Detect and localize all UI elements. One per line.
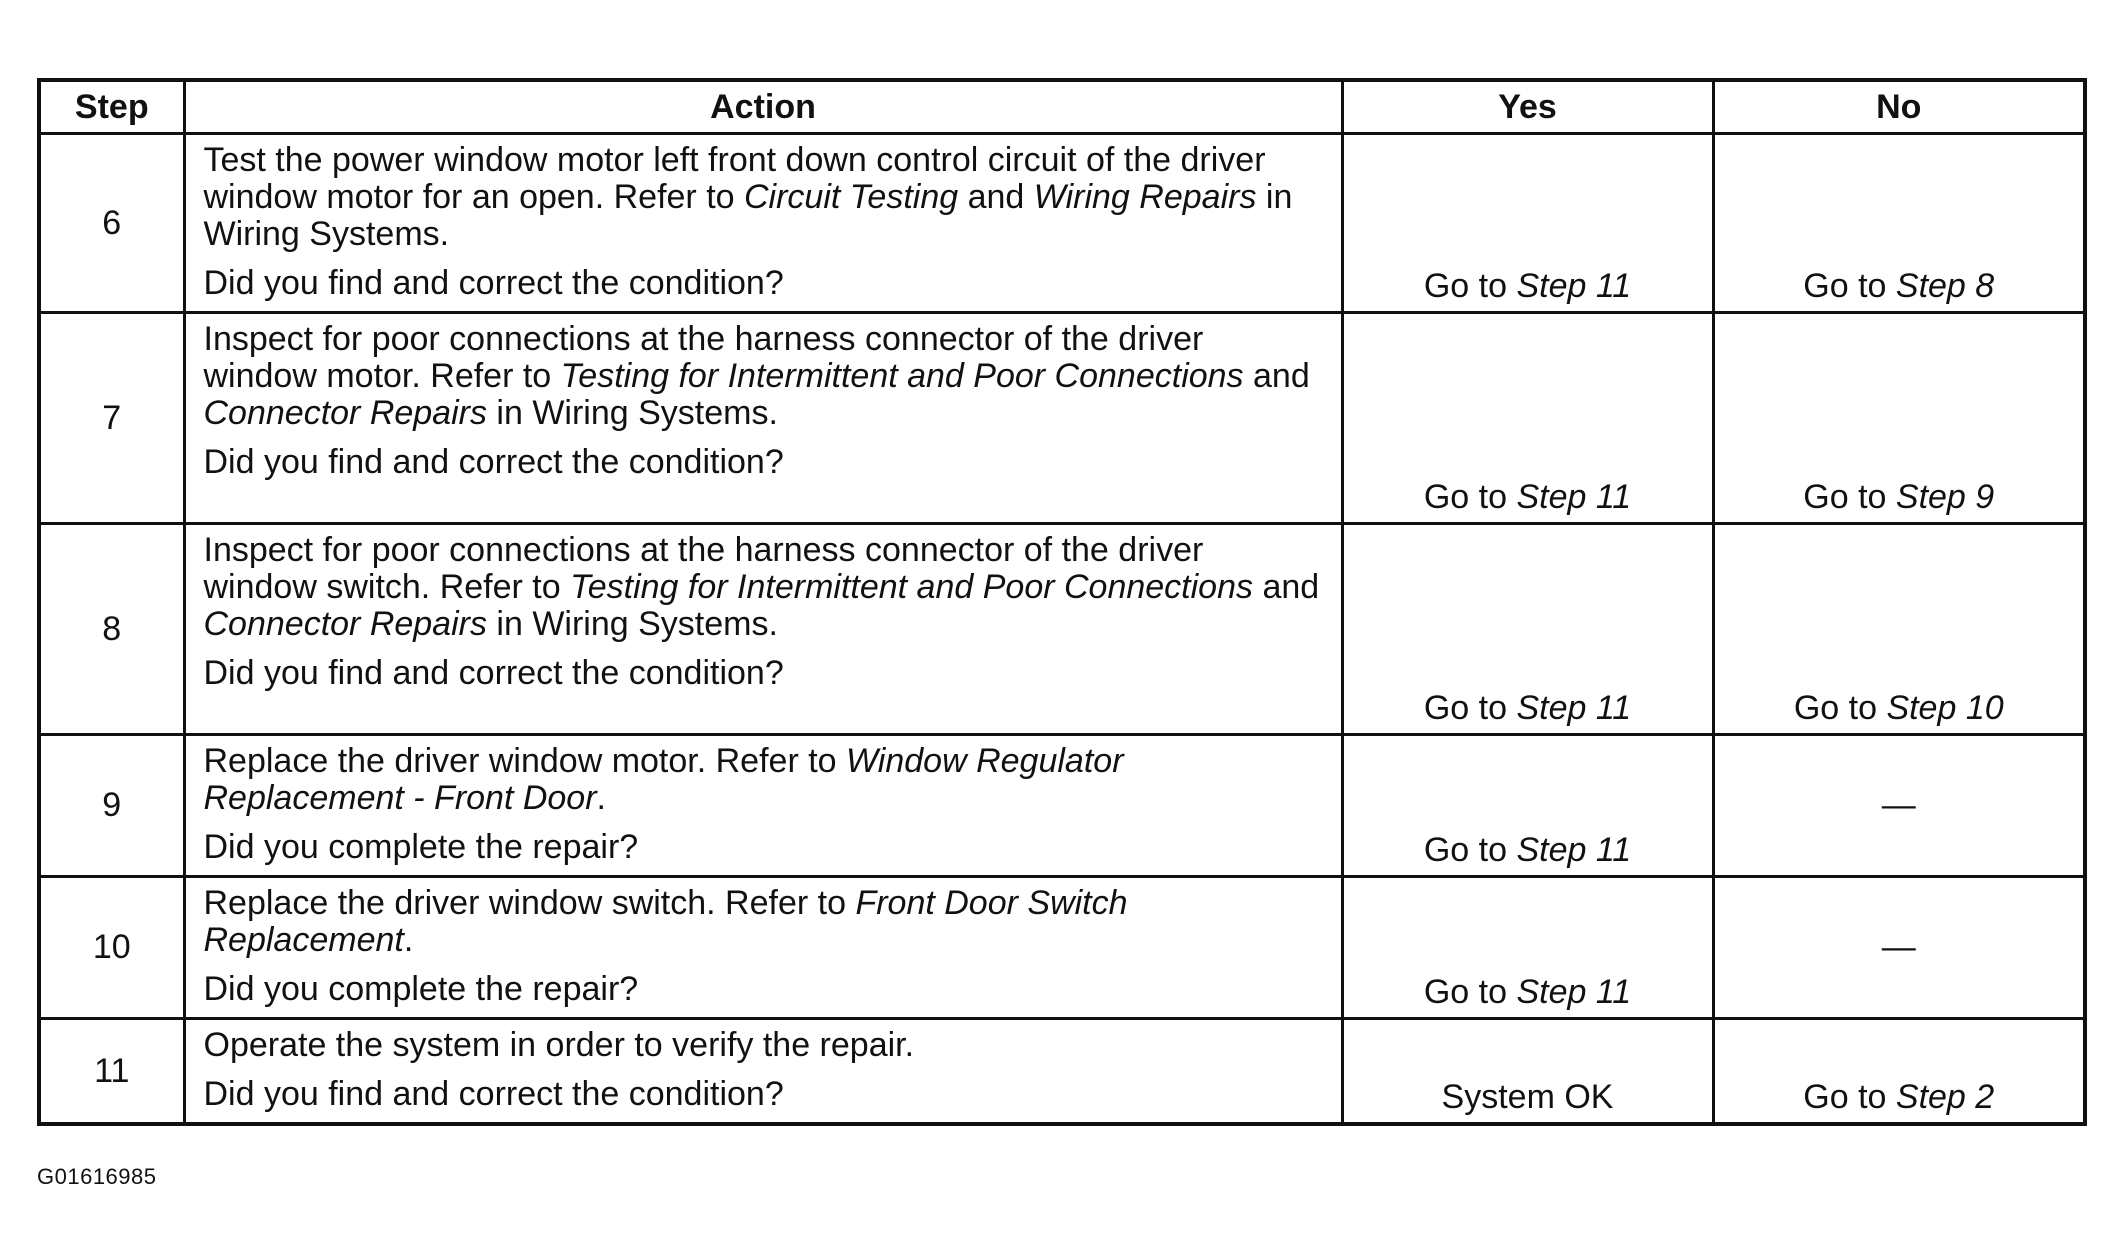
- action-instruction: [204, 532, 1325, 643]
- step-number: 11: [39, 1019, 184, 1125]
- action-question: [204, 265, 1325, 302]
- text-run: Did you find and correct the condition?: [203, 264, 784, 302]
- text-run: Go to: [1423, 267, 1517, 305]
- no-result: [1713, 877, 2085, 1019]
- table-row: [39, 134, 2085, 313]
- no-result: [1713, 134, 2085, 313]
- action-cell: [184, 313, 1342, 524]
- table-body: [39, 134, 2085, 1125]
- text-run: System OK: [1441, 1078, 1614, 1116]
- text-run: and: [1253, 568, 1320, 606]
- action-question: [204, 1076, 1325, 1113]
- action-instruction: [204, 321, 1325, 432]
- yes-result: [1342, 524, 1713, 735]
- text-run: Did you complete the repair?: [203, 970, 639, 1008]
- text-run: Operate the system in order to verify the repair.: [203, 1026, 915, 1064]
- text-run: Go to: [1423, 478, 1517, 516]
- text-run: Replace the driver window motor. Refer to: [203, 742, 847, 780]
- text-run: Test the power window motor left front down control circuit of the driver window motor for an open. Refer to: [203, 141, 1266, 216]
- no-result: [1713, 524, 2085, 735]
- text-run: —: [1881, 786, 1916, 824]
- reference-link-text: Connector Repairs: [203, 394, 487, 432]
- reference-link-text: Step 11: [1516, 831, 1632, 869]
- table-header-row: [39, 80, 2085, 134]
- action-instruction: [204, 1027, 1325, 1064]
- text-run: .: [403, 921, 414, 959]
- action-question: [204, 829, 1325, 866]
- header-action: Action: [184, 80, 1342, 134]
- reference-link-text: Circuit Testing: [744, 178, 959, 216]
- action-instruction: [204, 142, 1325, 253]
- action-cell: [184, 735, 1342, 877]
- table-row: [39, 313, 2085, 524]
- action-cell: [184, 1019, 1342, 1125]
- text-run: Go to: [1423, 689, 1517, 727]
- action-cell: [184, 877, 1342, 1019]
- header-step: Step: [39, 80, 184, 134]
- text-run: .: [596, 779, 606, 817]
- reference-link-text: Step 10: [1886, 689, 2004, 727]
- step-number: 9: [39, 735, 184, 877]
- header-yes: Yes: [1342, 80, 1713, 134]
- yes-result: [1342, 735, 1713, 877]
- reference-link-text: Step 11: [1516, 689, 1632, 727]
- step-number: 10: [39, 877, 184, 1019]
- text-run: Go to: [1803, 1078, 1896, 1116]
- reference-link-text: Step 11: [1516, 973, 1632, 1011]
- reference-link-text: Window Regulator Replacement - Front Door: [203, 742, 1124, 817]
- text-run: Go to: [1423, 831, 1517, 869]
- table-row: [39, 877, 2085, 1019]
- text-run: and: [1243, 357, 1310, 395]
- reference-link-text: Testing for Intermittent and Poor Connections: [570, 568, 1253, 606]
- text-run: in Wiring Systems.: [203, 178, 1293, 253]
- text-run: Inspect for poor connections at the harness connector of the driver window motor. Refer to: [203, 320, 1204, 395]
- diagnostic-table-container: [37, 78, 2083, 1126]
- action-instruction: [204, 885, 1325, 959]
- text-run: —: [1881, 928, 1916, 966]
- step-number: 8: [39, 524, 184, 735]
- reference-link-text: Testing for Intermittent and Poor Connections: [560, 357, 1244, 395]
- text-run: and: [958, 178, 1034, 216]
- reference-link-text: Step 8: [1895, 267, 1995, 305]
- text-run: Go to: [1423, 973, 1517, 1011]
- text-run: in Wiring Systems.: [486, 394, 778, 432]
- table-row: [39, 524, 2085, 735]
- no-result: [1713, 313, 2085, 524]
- header-no: No: [1713, 80, 2085, 134]
- text-run: Did you find and correct the condition?: [203, 1075, 784, 1113]
- reference-link-text: Wiring Repairs: [1033, 178, 1257, 216]
- step-number: 6: [39, 134, 184, 313]
- action-cell: [184, 134, 1342, 313]
- diagnostic-table: [37, 78, 2087, 1126]
- yes-result: [1342, 877, 1713, 1019]
- action-question: [204, 971, 1325, 1008]
- action-instruction: [204, 743, 1325, 817]
- reference-link-text: Step 2: [1895, 1078, 1995, 1116]
- step-number: 7: [39, 313, 184, 524]
- yes-result: [1342, 1019, 1713, 1125]
- yes-result: [1342, 313, 1713, 524]
- text-run: Go to: [1803, 267, 1896, 305]
- text-run: Go to: [1803, 478, 1896, 516]
- reference-link-text: Step 11: [1516, 478, 1632, 516]
- text-run: Did you complete the repair?: [203, 828, 639, 866]
- table-row: [39, 1019, 2085, 1125]
- text-run: in Wiring Systems.: [486, 605, 778, 643]
- reference-link-text: Front Door Switch Replacement: [203, 884, 1128, 959]
- text-run: Did you find and correct the condition?: [203, 654, 784, 692]
- text-run: Did you find and correct the condition?: [203, 443, 784, 481]
- text-run: Go to: [1793, 689, 1887, 727]
- action-question: [204, 655, 1325, 692]
- yes-result: [1342, 134, 1713, 313]
- reference-link-text: Connector Repairs: [203, 605, 487, 643]
- action-cell: [184, 524, 1342, 735]
- text-run: Inspect for poor connections at the harness connector of the driver window switch. Refer to: [203, 531, 1204, 606]
- no-result: [1713, 735, 2085, 877]
- reference-link-text: Step 9: [1895, 478, 1995, 516]
- no-result: [1713, 1019, 2085, 1125]
- reference-link-text: Step 11: [1516, 267, 1632, 305]
- text-run: Replace the driver window switch. Refer to: [203, 884, 856, 922]
- table-row: [39, 735, 2085, 877]
- figure-id: G01616985: [37, 1164, 157, 1189]
- action-question: [204, 444, 1325, 481]
